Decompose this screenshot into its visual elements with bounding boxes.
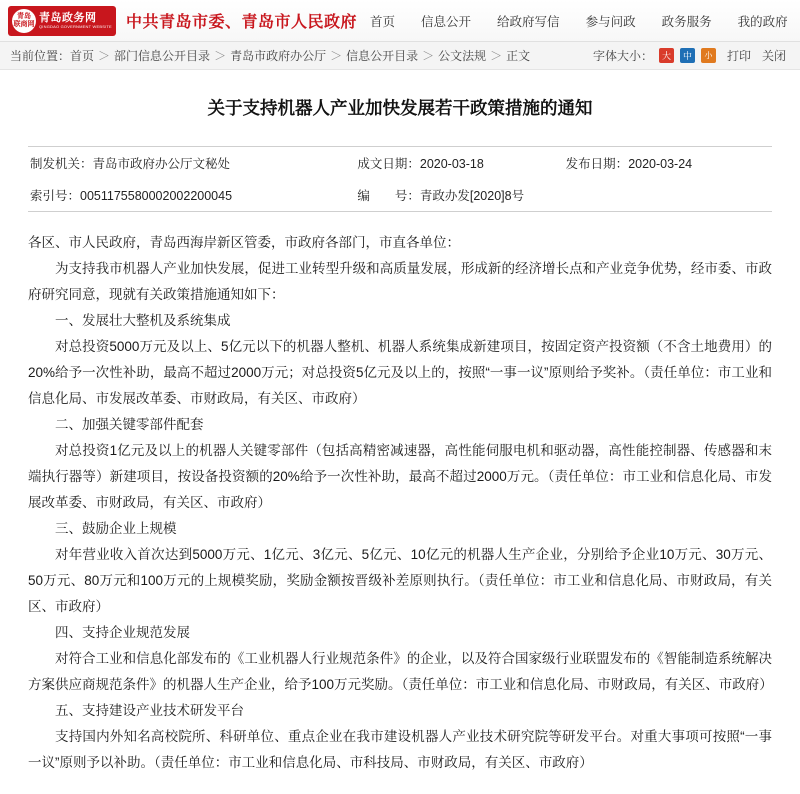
section-body-5: 支持国内外知名高校院所、科研单位、重点企业在我市建设机器人产业技术研究院等研发平台。对重大事项可按照“一事一议”原则予以补助。（责任单位：市工业和信息化局、市科技局、市财政局，有关区、市政府） bbox=[28, 729, 772, 771]
section-heading-1: 一、发展壮大整机及系统集成 bbox=[55, 313, 231, 329]
section-body-2: 对总投资1亿元及以上的机器人关键零部件（包括高精密减速器，高性能伺服电机和驱动器，高性能控制器、传感器和末端执行器等）新建项目，按设备投资额的20%给予一次性补助，最高不超过2000万元。（责任单位：市工业和信息化局、市发展改革委、市财政局，有关区、市政府） bbox=[28, 443, 772, 511]
nav-item-gov-services[interactable]: 政务服务 bbox=[661, 14, 712, 29]
meta-value-publish-date: 2020-03-24 bbox=[628, 157, 693, 172]
font-size-large-button[interactable]: 大 bbox=[659, 48, 674, 63]
breadcrumb-separator: ＞ bbox=[422, 49, 435, 63]
meta-label-issuing-agency: 制发机关： bbox=[30, 157, 93, 172]
nav-item-participate[interactable]: 参与问政 bbox=[585, 14, 636, 29]
meta-label-document-number: 编 号： bbox=[357, 189, 420, 204]
nav-item-write-to-government[interactable]: 给政府写信 bbox=[497, 14, 560, 29]
font-size-small-button[interactable]: 小 bbox=[701, 48, 716, 63]
breadcrumb-label: 当前位置： bbox=[10, 49, 71, 63]
document-title: 关于支持机器人产业加快发展若干政策措施的通知 bbox=[207, 99, 593, 119]
paragraph-preamble: 为支持我市机器人产业加快发展，促进工业转型升级和高质量发展，形成新的经济增长点和产业竞争优势，经市委、市政府研究同意，现就有关政策措施通知如下： bbox=[28, 261, 772, 303]
nav-item-home[interactable]: 首页 bbox=[370, 14, 396, 29]
breadcrumb-item-dept-catalog[interactable]: 部门信息公开目录 bbox=[114, 49, 211, 63]
document-page bbox=[0, 70, 800, 794]
logo-text-en: QINGDAO GOVERNMENT WEBSITE bbox=[39, 23, 112, 29]
paragraph-recipients: 各区、市人民政府，青岛西海岸新区管委，市政府各部门，市直各单位： bbox=[28, 235, 460, 251]
top-nav bbox=[357, 12, 800, 30]
section-heading-3: 三、鼓励企业上规模 bbox=[55, 521, 177, 537]
meta-value-issuing-agency: 青岛市政府办公厅文秘处 bbox=[92, 157, 231, 172]
print-button[interactable]: 打印 bbox=[726, 49, 751, 63]
section-heading-2: 二、加强关键零部件配套 bbox=[55, 417, 204, 433]
document-meta-table bbox=[28, 146, 772, 212]
section-heading-5: 五、支持建设产业技术研发平台 bbox=[55, 703, 244, 719]
font-size-medium-button[interactable]: 中 bbox=[680, 48, 695, 63]
breadcrumb-separator: ＞ bbox=[330, 49, 343, 63]
section-body-1: 对总投资5000万元及以上、5亿元以下的机器人整机、机器人系统集成新建项目，按固定资产投资额（不含土地费用）的20%给予一次性补助，最高不超过2000万元；对总投资5亿元及以上的，按照“一事一议”原则给予奖补。（责任单位：市工业和信息化局、市发展改革委、市财政局，有关区、市政府） bbox=[28, 339, 772, 407]
table-row bbox=[28, 147, 772, 180]
meta-value-index-number: 0051175580002002200045 bbox=[80, 189, 233, 204]
logo-mark bbox=[8, 6, 116, 36]
site-header bbox=[0, 0, 800, 42]
breadcrumb-item-home[interactable]: 首页 bbox=[70, 49, 95, 63]
logo-text-cn: 青岛政务网 bbox=[39, 11, 97, 24]
nav-item-info-disclosure[interactable]: 信息公开 bbox=[421, 14, 472, 29]
close-button[interactable]: 关闭 bbox=[761, 49, 786, 63]
breadcrumb-separator: ＞ bbox=[490, 49, 503, 63]
meta-label-index-number: 索引号： bbox=[30, 189, 81, 204]
nav-item-my-government[interactable]: 我的政府 bbox=[737, 14, 788, 29]
breadcrumb-item-regulations[interactable]: 公文法规 bbox=[438, 49, 487, 63]
breadcrumb-separator: ＞ bbox=[98, 49, 111, 63]
meta-value-written-date: 2020-03-18 bbox=[419, 157, 484, 172]
table-row bbox=[28, 179, 772, 212]
meta-value-document-number: 青政办发[2020]8号 bbox=[419, 189, 525, 204]
section-heading-4: 四、支持企业规范发展 bbox=[55, 625, 190, 641]
breadcrumb-bar bbox=[0, 42, 800, 70]
font-size-label: 字体大小： bbox=[592, 49, 653, 63]
meta-label-publish-date: 发布日期： bbox=[565, 157, 629, 172]
section-body-3: 对年营业收入首次达到5000万元、1亿元、3亿元、5亿元、10亿元的机器人生产企业，分别给予企业10万元、30万元、50万元、80万元和100万元的上规模奖励，奖励金额按晋级补差原则执行。（责任单位：市工业和信息化局、市财政局，有关区、市政府） bbox=[28, 547, 772, 615]
font-size-controls bbox=[593, 47, 786, 64]
site-logo[interactable] bbox=[8, 6, 357, 36]
breadcrumb-item-current: 正文 bbox=[506, 49, 531, 63]
breadcrumb-item-disclosure-catalog[interactable]: 信息公开目录 bbox=[346, 49, 419, 63]
section-body-4: 对符合工业和信息化部发布的《工业机器人行业规范条件》的企业，以及符合国家级行业联盟发布的《智能制造系统解决方案供应商规范条件》的机器人生产企业，给予100万元奖励。（责任单位：市工业和信息化局、市财政局，有关区、市政府） bbox=[28, 651, 773, 693]
document-content bbox=[28, 216, 772, 794]
breadcrumb-separator: ＞ bbox=[214, 49, 227, 63]
breadcrumb-item-gov-office[interactable]: 青岛市政府办公厅 bbox=[230, 49, 327, 63]
meta-label-written-date: 成文日期： bbox=[357, 157, 420, 172]
logo-circle-icon: 青岛 联商网 bbox=[12, 9, 36, 33]
site-title: 中共青岛市委、青岛市人民政府 bbox=[126, 14, 358, 31]
